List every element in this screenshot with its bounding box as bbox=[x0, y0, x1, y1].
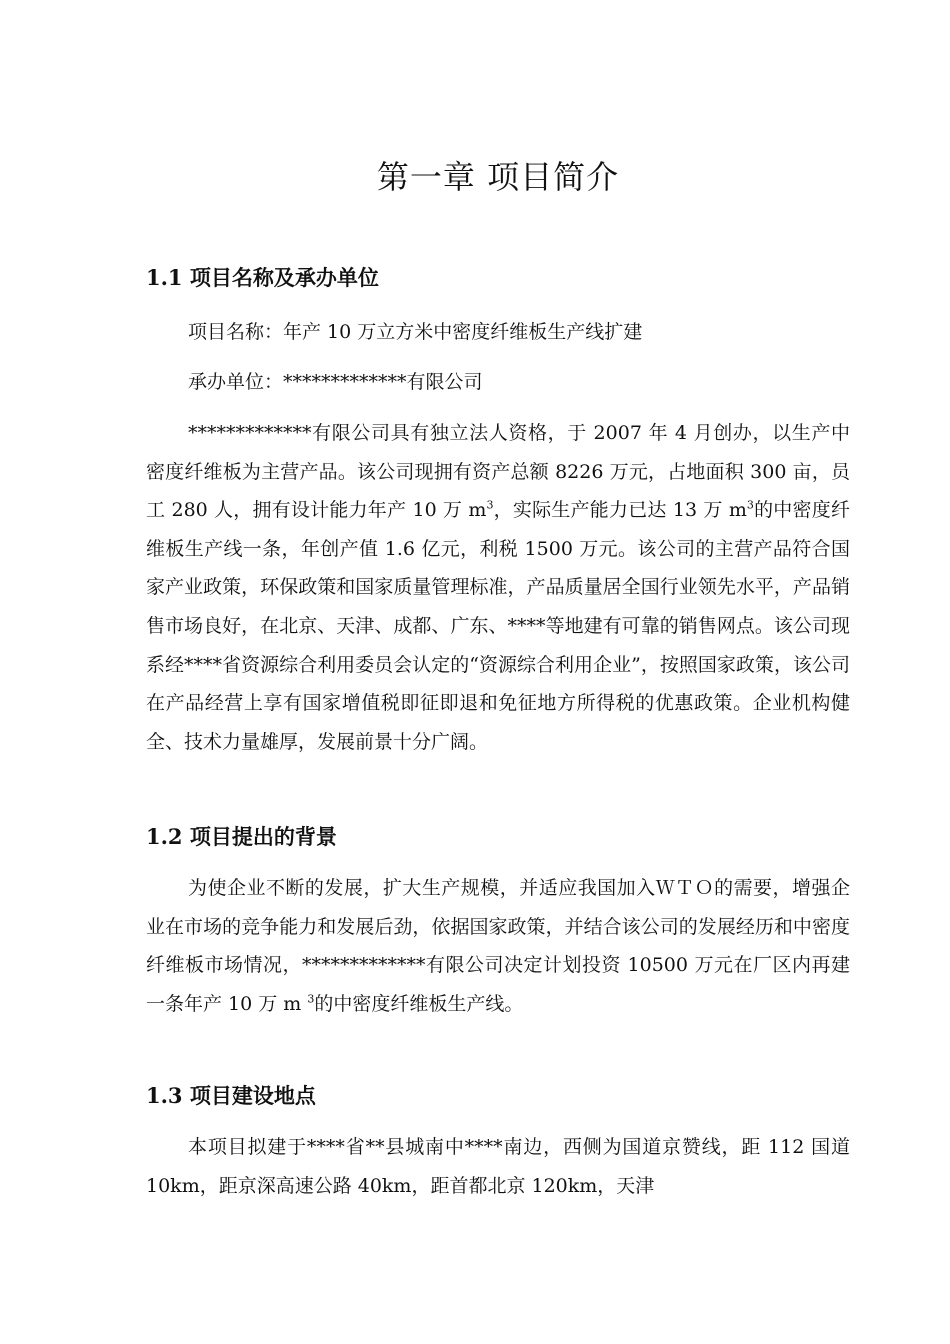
section-1-2-body-part-b: 的中密度纤维板生产线。 bbox=[314, 992, 524, 1015]
section-1-1-body-part-a: *************有限公司具有独立法人资格，于 2007 年 4 月创办，以生产中密度纤维板为主营产品。该公司现拥有资产总额 8226 万元，占地面积 300 亩，员工 280 人，拥有设计能力年产 10 万 m bbox=[146, 422, 850, 522]
superscript-3: 3 bbox=[307, 992, 315, 1006]
section-1-1-body-part-b: ，实际生产能力已达 13 万 m bbox=[493, 499, 747, 522]
section-1-2-body bbox=[146, 869, 850, 1023]
organizer-line: 承办单位：*************有限公司 bbox=[188, 371, 483, 393]
superscript-3: 3 bbox=[746, 498, 754, 512]
section-heading-1-1: 1.1 项目名称及承办单位 bbox=[146, 265, 379, 290]
chapter-title: 第一章 项目简介 bbox=[376, 158, 620, 196]
section-1-2-body-part-a: 为使企业不断的发展，扩大生产规模，并适应我国加入ＷＴＯ的需要，增强企业在市场的竞争能力和发展后劲，依据国家政策，并结合该公司的发展经历和中密度纤维板市场情况，*************有限公司决定计划投资 10500 万元在厂区内再建一条年产 10 万 m bbox=[146, 877, 850, 1015]
section-1-1-body bbox=[146, 414, 850, 761]
section-heading-1-3: 1.3 项目建设地点 bbox=[146, 1083, 316, 1108]
section-1-3-body: 本项目拟建于****省**县城南中****南边，西侧为国道京赞线，距 112 国道 10km，距京深高速公路 40km，距首都北京 120km，天津 bbox=[146, 1136, 850, 1197]
section-heading-1-2: 1.2 项目提出的背景 bbox=[146, 824, 337, 849]
section-1-1-body-part-c: 的中密度纤维板生产线一条，年创产值 1.6 亿元，利税 1500 万元。该公司的主营产品符合国家产业政策，环保政策和国家质量管理标准，产品质量居全国行业领先水平，产品销售市场良好，在北京、天津、成都、广东、****等地建有可靠的销售网点。该公司现系经****省资源综合利用委员会认定的“资源综合利用企业”，按照国家政策，该公司在产品经营上享有国家增值税即征即退和免征地方所得税的优惠政策。企业机构健全、技术力量雄厚，发展前景十分广阔。 bbox=[146, 499, 850, 753]
project-name-line: 项目名称：年产 10 万立方米中密度纤维板生产线扩建 bbox=[188, 321, 643, 343]
superscript-3: 3 bbox=[486, 498, 494, 512]
